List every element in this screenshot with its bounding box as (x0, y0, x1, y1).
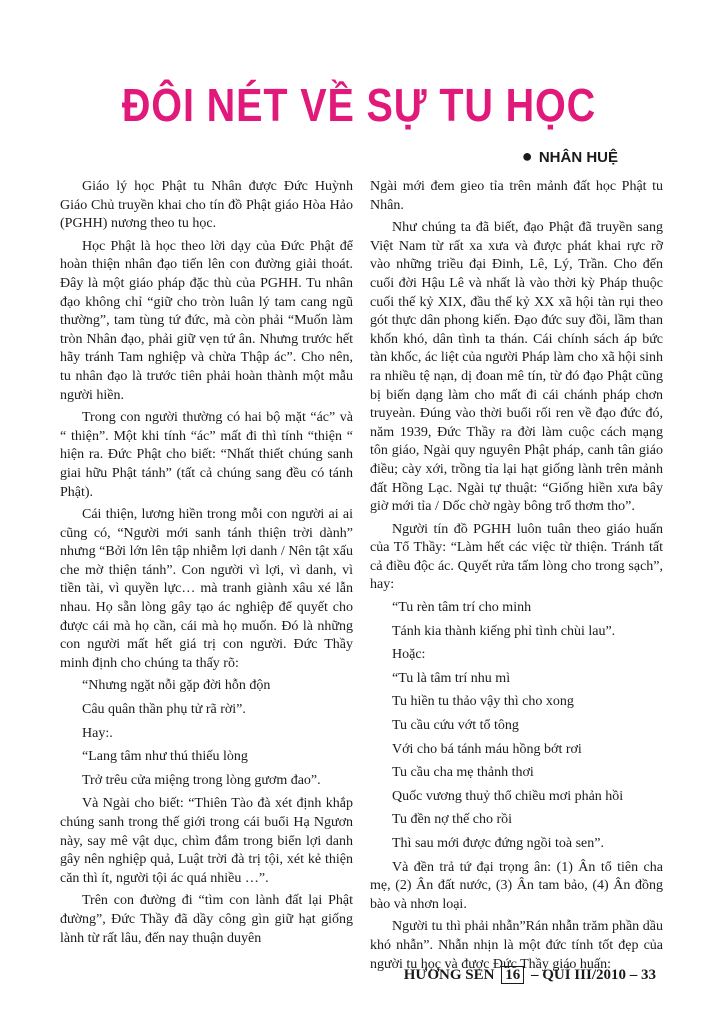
verse-line: Với cho bá tánh máu hồng bớt rơi (392, 741, 582, 757)
paragraph: Học Phật là học theo lời dạy của Đức Phật để hoàn thiện nhân đạo tiến lên con đường giải thoát. Đây là một giáo pháp đặc thù của PGHH. Tu nhân đạo không chỉ “giữ cho tròn luân lý tam cang ngũ thường”, tam tùng tứ đức, mà còn phải “Muốn làm tròn Nhân đạo, phải giữ vẹn tứ ân. Nhưng trước hết hãy tránh Tam nghiệp và chừa Thập ác”. Cho nên, tu nhân đạo là trước tiên phải hoàn thành một mẫu người hiền. (60, 238, 353, 403)
magazine-name: HƯƠNG SEN (403, 967, 495, 983)
verse-line: Tánh kia thành kiếng phỉ tình chùi lau”. (392, 623, 616, 639)
verse-line: Tu cầu cha mẹ thảnh thơi (392, 765, 534, 781)
verse-line: Câu quân thần phụ tử rã rời”. (82, 702, 246, 718)
paragraph: Giáo lý học Phật tu Nhân được Đức Huỳnh Giáo Chủ truyền khai cho tín đồ Phật giáo Hòa Hảo (PGHH) nương theo tu học. (60, 179, 353, 232)
author-byline (522, 146, 618, 167)
verse-line: Tu hiền tu thảo vậy thì cho xong (392, 694, 574, 710)
paragraph: Và đền trả tứ đại trọng ân: (1) Ân tổ tiên cha mẹ, (2) Ân đất nước, (3) Ân tam bảo, (4) Ân đồng bào và nhơn loại. (370, 859, 663, 912)
issue-number: 16 (501, 966, 524, 984)
paragraph: Người tu thì phải nhẫn”Rán nhẫn trăm phần dầu khó nhẫn”. Nhẫn nhịn là một đức tính tốt đẹp của người tu học và được Đức Thầy giáo huấn: (370, 919, 663, 972)
verse-line: Quốc vương thuỷ thổ chiều mơi phản hồi (392, 788, 624, 804)
verse-line: Trở trêu cửa miệng trong lòng gươm đao”. (82, 772, 321, 788)
verse-line: Tu đền nợ thế cho rồi (392, 812, 513, 828)
verse-line: “Lang tâm như thú thiếu lòng (82, 749, 248, 765)
verse-line: “Nhưng ngặt nỗi gặp đời hỗn độn (82, 678, 271, 694)
verse-line: “Tu rèn tâm trí cho minh (392, 600, 532, 616)
verse-line: Tu cầu cứu vớt tổ tông (392, 718, 519, 734)
paragraph: Người tín đồ PGHH luôn tuân theo giáo huấn của Tổ Thầy: “Làm hết các việc từ thiện. Tránh tất cả điều độc ác. Quyết rửa tấm lòng cho trong sạch”, hay: (370, 521, 663, 593)
right-column (370, 178, 663, 978)
paragraph: Ngài mới đem gieo tỉa trên mảnh đất học Phật tu Nhân. (370, 179, 663, 213)
bullet-icon: ● (521, 146, 533, 166)
article-title: ĐÔI NÉT VỀ SỰ TU HỌC (121, 79, 597, 131)
verse-line: Hay:. (82, 725, 113, 741)
paragraph: Như chúng ta đã biết, đạo Phật đã truyền sang Việt Nam từ rất xa xưa và được phát khai rực rỡ vào những triều đại Đinh, Lê, Lý, Trần. Cho đến cuối đời Hậu Lê và nhất là vào thời kỳ Pháp thuộc cuối thế kỷ XIX, đầu thế kỷ XX xã hội tàn rụi theo gót thực dân phong kiến. Đạo đức suy đồi, lầm than khốn khó, dân tình ta thán. Cái chính sách áp bức tàn khốc, ác liệt của người Pháp làm cho xã hội sinh ra nhiều tệ nạn, dị đoan mê tín, từ đó đạo Phật cũng bị biến dạng làm cho mất đi cái chánh pháp chơn truyeàn. Đúng vào thời buổi rối ren về đạo đức đó, năm 1939, Đức Thầy ra đời làm cuộc cách mạng tôn giáo, Ngài quy nguyên Phật pháp, canh tân giáo điều; cày xới, trồng tỉa lại hạt giống lành trên mảnh đất Hồng Lạc. Ngài tự thuật: “Giống hiền xưa bây giờ mới tỉa / Dốc chờ ngày bông trổ thơm tho”. (370, 220, 663, 515)
issue-date-page: – QUÍ III/2010 – 33 (530, 967, 656, 983)
paragraph: Trong con người thường có hai bộ mặt “ác” và “ thiện”. Một khi tính “ác” mất đi thì tính “thiện “ hiện ra. Đức Phật cho biết: “Nhất thiết chúng sanh giai hữu Phật tánh” (tất cả chúng sang đều có tánh Phật). (60, 410, 353, 500)
paragraph: Cái thiện, lương hiền trong mỗi con người ai ai cũng có, “Người mới sanh tánh thiện trời dành” nhưng “Bởi lớn lên tập nhiễm lợi danh / Nên tật xấu che mờ thiện tánh”. Con người vì lợi, vì danh, vì tiền tài, vì quyền lực… mà tranh giành xâu xé lẫn nhau. Họ sẵn lòng gây tạo ác nghiệp để quyết cho được cái mà họ cần, cái mà họ muốn. Đó là những con người mất hết giá trị con người. Đức Thầy minh định cho chúng ta thấy rõ: (60, 507, 353, 671)
page-footer (404, 966, 656, 984)
verse-line: Hoặc: (392, 647, 426, 663)
left-column (60, 178, 353, 952)
paragraph: Và Ngài cho biết: “Thiên Tào đà xét định khắp chúng sanh trong thế giới trong cái buổi Hạ Ngươn này, say mê vật dục, chìm đắm trong biển lợi danh gây nên nghiệp quả, Luật trời đà trị tội, xét kẻ thiện căn thì ít, người tội ác quá nhiều …”. (60, 796, 353, 886)
author-name: NHÂN HUỆ (538, 149, 618, 166)
paragraph: Trên con đường đi “tìm con lành đất lại Phật đường”, Đức Thầy đã dầy công gìn giữ hạt giống lành từ rất lâu, đến nay thuận duyên (60, 893, 353, 946)
verse-line: Thì sau mới được đứng ngồi toà sen”. (392, 836, 604, 851)
verse-line: “Tu là tâm trí nhu mì (392, 670, 511, 686)
